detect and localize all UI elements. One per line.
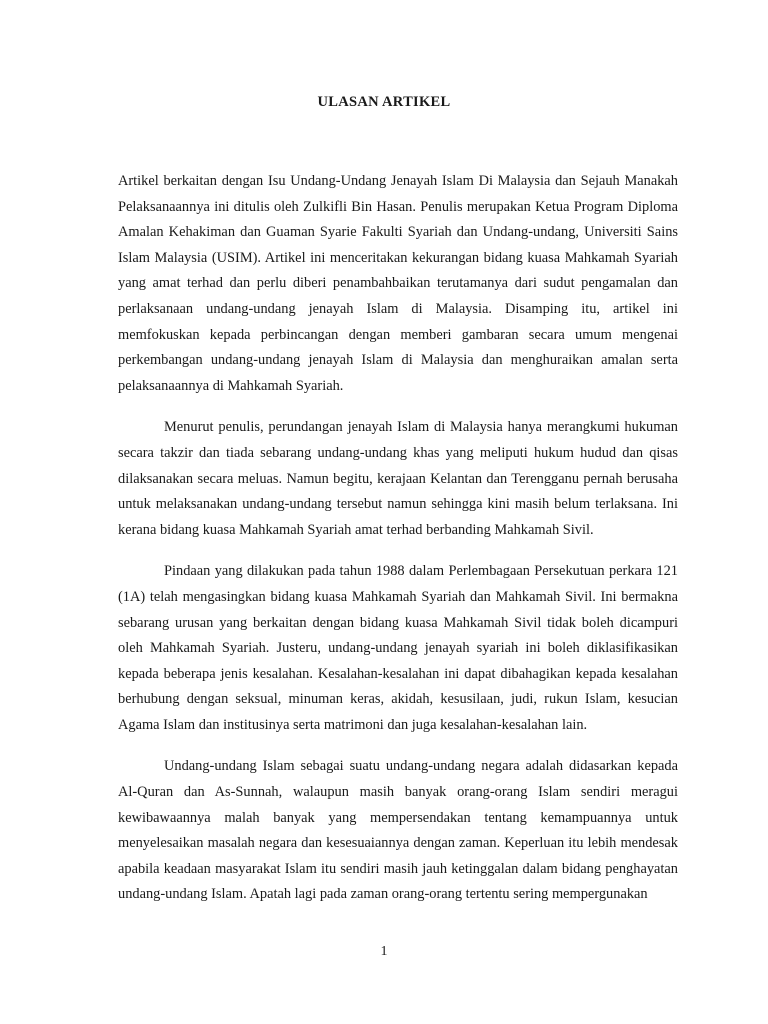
document-body: [118, 169, 678, 924]
page-number: 1: [380, 944, 388, 959]
document-title: ULASAN ARTIKEL: [317, 94, 451, 110]
paragraph-2: Menurut penulis, perundangan jenayah Islam di Malaysia hanya merangkumi hukuman secara takzir dan tiada sebarang undang-undang khas yang meliputi hukum hudud dan qisas dilaksanakan secara meluas. Namun begitu, kerajaan Kelantan dan Terengganu pernah berusaha untuk melaksanakan undang-undang tersebut namun sehingga kini masih belum terlaksana. Ini kerana bidang kuasa Mahkamah Syariah amat terhad berbanding Mahkamah Sivil.: [118, 419, 678, 538]
paragraph-3: Pindaan yang dilakukan pada tahun 1988 dalam Perlembagaan Persekutuan perkara 121 (1A) telah mengasingkan bidang kuasa Mahkamah Syariah dan Mahkamah Sivil. Ini bermakna sebarang urusan yang berkaitan dengan bidang kuasa Mahkamah Sivil tidak boleh dicampuri oleh Mahkamah Syariah. Justeru, undang-undang jenayah syariah ini boleh diklasifikasikan kepada beberapa jenis kesalahan. Kesalahan-kesalahan ini dapat dibahagikan kepada kesalahan berhubung dengan seksual, minuman keras, akidah, kesusilaan, judi, rukun Islam, kesucian Agama Islam dan institusinya serta matrimoni dan juga kesalahan-kesalahan lain.: [118, 563, 678, 733]
paragraph-1: Artikel berkaitan dengan Isu Undang-Undang Jenayah Islam Di Malaysia dan Sejauh Manakah Pelaksanaannya ini ditulis oleh Zulkifli Bin Hasan. Penulis merupakan Ketua Program Diploma Amalan Kehakiman dan Guaman Syarie Fakulti Syariah dan Undang-undang, Universiti Sains Islam Malaysia (USIM). Artikel ini menceritakan kekurangan bidang kuasa Mahkamah Syariah yang amat terhad dan perlu diberi penambahbaikan terutamanya dari sudut pengamalan dan perlaksanaan undang-undang jenayah Islam di Malaysia. Disamping itu, artikel ini memfokuskan kepada perbincangan dengan memberi gambaran secara umum mengenai perkembangan undang-undang jenayah Islam di Malaysia dan menghuraikan amalan serta pelaksanaannya di Mahkamah Syariah.: [118, 173, 678, 394]
paragraph-4: Undang-undang Islam sebagai suatu undang-undang negara adalah didasarkan kepada Al-Quran dan As-Sunnah, walaupun masih banyak orang-orang Islam sendiri meragui kewibawaannya malah banyak yang mempersendakan tentang kemampuannya untuk menyelesaikan masalah negara dan kesesuaiannya dengan zaman. Keperluan itu lebih mendesak apabila keadaan masyarakat Islam itu sendiri masih jauh ketinggalan dalam bidang penghayatan undang-undang Islam. Apatah lagi pada zaman orang-orang tertentu sering mempergunakan: [118, 758, 678, 903]
